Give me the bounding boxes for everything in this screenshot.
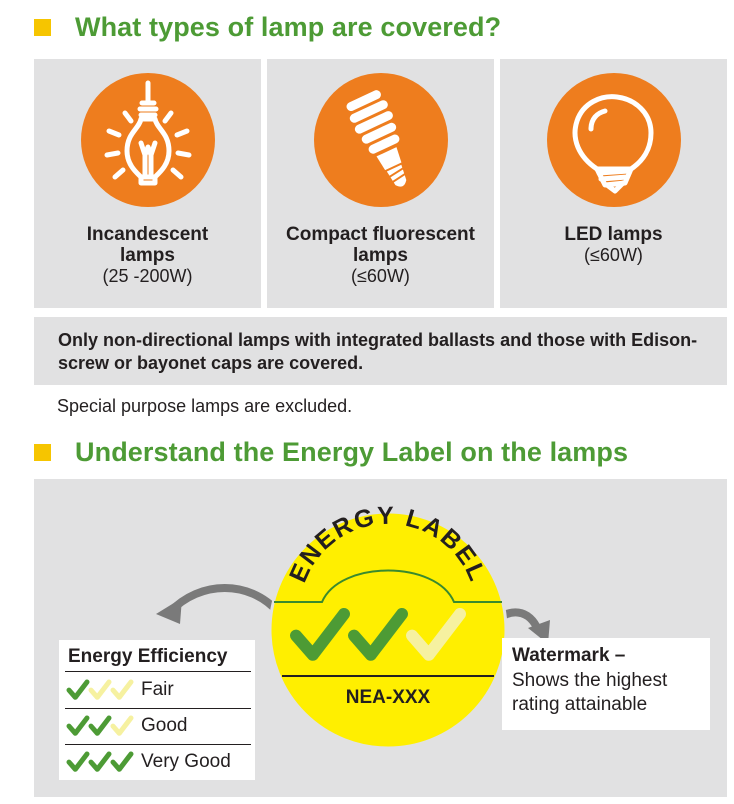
tick-mark-watermark (113, 682, 131, 697)
ee-divider (65, 708, 251, 709)
ee-divider (65, 744, 251, 745)
card-wattage-cfl: (≤60W) (351, 266, 410, 286)
card-title-led-text: LED lamps (564, 224, 663, 245)
tick-mark (91, 718, 109, 733)
ee-ticks-fair (65, 678, 137, 702)
card-title-cfl-text: Compact fluorescent lamps (286, 224, 475, 266)
energy-efficiency-title: Energy Efficiency (68, 646, 228, 667)
tick-mark (69, 718, 87, 733)
ee-row-fair (65, 675, 251, 705)
ee-ticks-good (65, 714, 137, 738)
tick-mark (69, 754, 87, 769)
ee-row-good (65, 711, 251, 741)
watermark-text: Shows the highest rating attainable (512, 670, 668, 715)
excluded-note: Special purpose lamps are excluded. (57, 396, 353, 416)
ee-label-good: Good (141, 715, 188, 736)
watermark-title: Watermark – (512, 645, 626, 666)
tick-mark (69, 682, 87, 697)
heading-energy-label: Understand the Energy Label on the lamps (75, 437, 629, 467)
arrow-left-head (156, 598, 182, 624)
watermark-box (502, 638, 710, 730)
energy-efficiency-box (59, 640, 255, 780)
ee-row-very-good (65, 747, 251, 777)
tick-mark-watermark (113, 718, 131, 733)
arrow-left (170, 588, 278, 612)
energy-label-arc-text: ENERGY LABEL (284, 501, 492, 587)
tick-mark (113, 754, 131, 769)
label-code: NEA-XXX (345, 687, 431, 708)
ee-ticks-very-good (65, 750, 137, 774)
card-wattage-incandescent: (25 -200W) (102, 266, 193, 286)
ee-divider (65, 671, 251, 672)
card-wattage-led: (≤60W) (584, 245, 643, 265)
ee-label-fair: Fair (141, 679, 174, 700)
heading-lamp-types: What types of lamp are covered? (75, 12, 502, 42)
ee-label-very-good: Very Good (141, 751, 231, 772)
tick-mark-watermark (91, 682, 109, 697)
tick-mark (91, 754, 109, 769)
coverage-note: Only non-directional lamps with integrated ballasts and those with Edison-screw or bayonet caps are covered. (58, 330, 698, 373)
card-title-incandescent-text: Incandescent lamps (86, 224, 209, 266)
